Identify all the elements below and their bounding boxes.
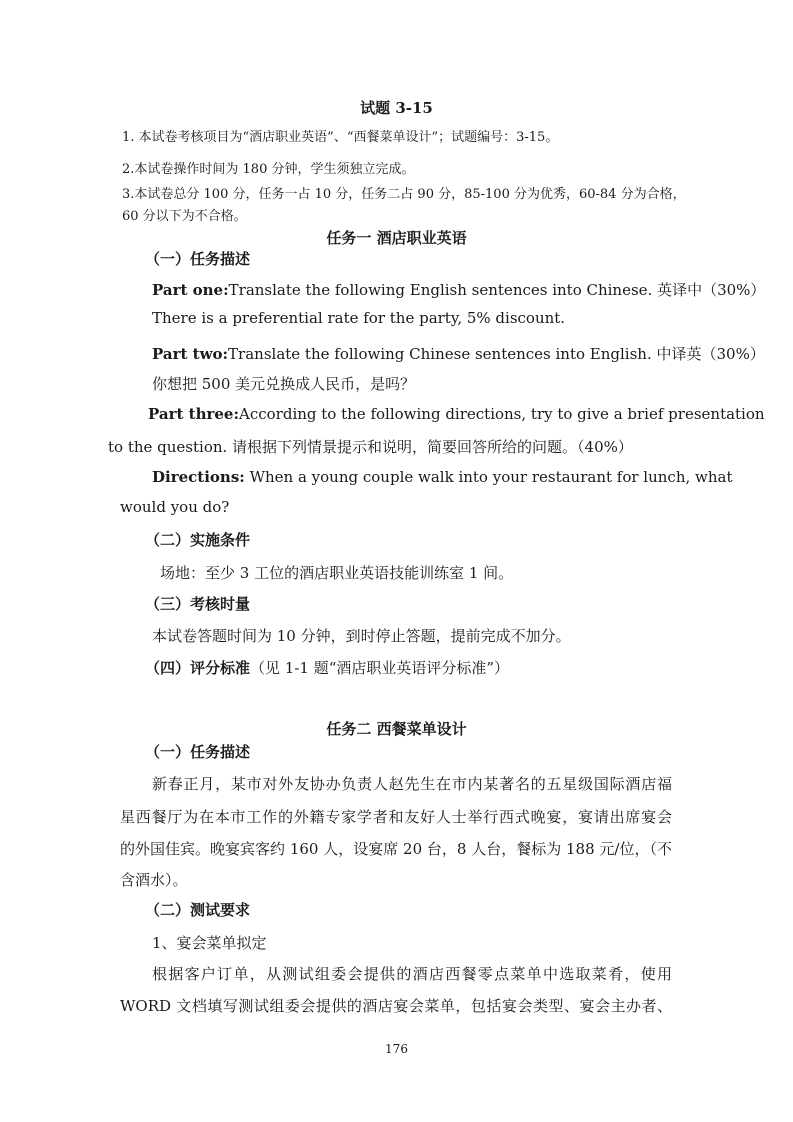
part-one — [152, 279, 765, 300]
task2-desc-line-2: 星西餐厅为在本市工作的外籍专家学者和友好人士举行西式晚宴，宴请出席宴会 — [120, 808, 672, 826]
part-three — [148, 405, 765, 423]
page-number: 176 — [385, 1042, 408, 1056]
task2-heading-requirements: （二）测试要求 — [145, 901, 251, 919]
part-three-text: According to the following directions, try to give a brief presentation — [239, 405, 765, 423]
directions-text: When a young couple walk into your restaurant for lunch, what — [244, 468, 733, 486]
task2-title: 任务二 西餐菜单设计 — [326, 720, 467, 738]
part-three-cont: to the question. 请根据下列情景提示和说明，简要回答所给的问题。（40%） — [108, 438, 633, 456]
note-3: 3.本试卷总分 100 分，任务一占 10 分，任务二占 90 分，85-100 分为优秀，60-84 分为合格， — [122, 187, 686, 202]
note-2: 2.本试卷操作时间为 180 分钟，学生须独立完成。 — [122, 162, 415, 177]
task1-heading-conditions: （二）实施条件 — [145, 531, 251, 549]
part-three-label: Part three: — [148, 405, 240, 423]
conditions-text: 场地：至少 3 工位的酒店职业英语技能训练室 1 间。 — [160, 564, 514, 582]
note-1: 1. 本试卷考核项目为“酒店职业英语”、“西餐菜单设计”；试题编号：3-15。 — [122, 130, 559, 145]
directions-cont: would you do? — [120, 498, 230, 516]
directions-label: Directions: — [152, 468, 245, 486]
requirement-1: 1、宴会菜单拟定 — [152, 934, 267, 952]
note-3-cont: 60 分以下为不合格。 — [122, 209, 247, 224]
task1-heading-time: （三）考核时量 — [145, 595, 251, 613]
task2-desc-line-3: 的外国佳宾。晚宴宾客约 160 人，设宴席 20 台，8 人台，餐标为 188 元/位，（不 — [120, 840, 672, 858]
part-two — [152, 343, 765, 364]
part-two-text: Translate the following Chinese sentences into English. 中译英（30%） — [228, 345, 765, 363]
task2-desc-line-1: 新春正月，某市对外友协办负责人赵先生在市内某著名的五星级国际酒店福 — [152, 775, 672, 793]
exam-title: 试题 3-15 — [360, 99, 433, 117]
requirement-text-line-1: 根据客户订单，从测试组委会提供的酒店西餐零点菜单中选取菜肴，使用 — [152, 965, 672, 983]
scoring-heading: （四）评分标准 — [145, 659, 251, 677]
directions — [152, 468, 733, 486]
part-one-label: Part one: — [152, 281, 229, 299]
requirement-text-line-2: WORD 文档填写测试组委会提供的酒店宴会菜单，包括宴会类型、宴会主办者、 — [120, 997, 672, 1015]
scoring-note: （见 1-1 题“酒店职业英语评分标准”） — [250, 659, 510, 677]
time-text: 本试卷答题时间为 10 分钟，到时停止答题，提前完成不加分。 — [152, 627, 571, 645]
part-one-text: Translate the following English sentences into Chinese. 英译中（30%） — [228, 281, 766, 299]
task2-desc-line-4: 含酒水）。 — [120, 871, 188, 889]
part-one-sentence: There is a preferential rate for the party, 5% discount. — [152, 309, 566, 327]
part-two-label: Part two: — [152, 345, 229, 363]
task1-title: 任务一 酒店职业英语 — [326, 229, 467, 247]
task1-heading-desc: （一）任务描述 — [145, 250, 251, 268]
task2-heading-desc: （一）任务描述 — [145, 743, 251, 761]
task1-heading-scoring — [145, 657, 509, 678]
part-two-sentence: 你想把 500 美元兑换成人民币，是吗？ — [152, 375, 416, 393]
